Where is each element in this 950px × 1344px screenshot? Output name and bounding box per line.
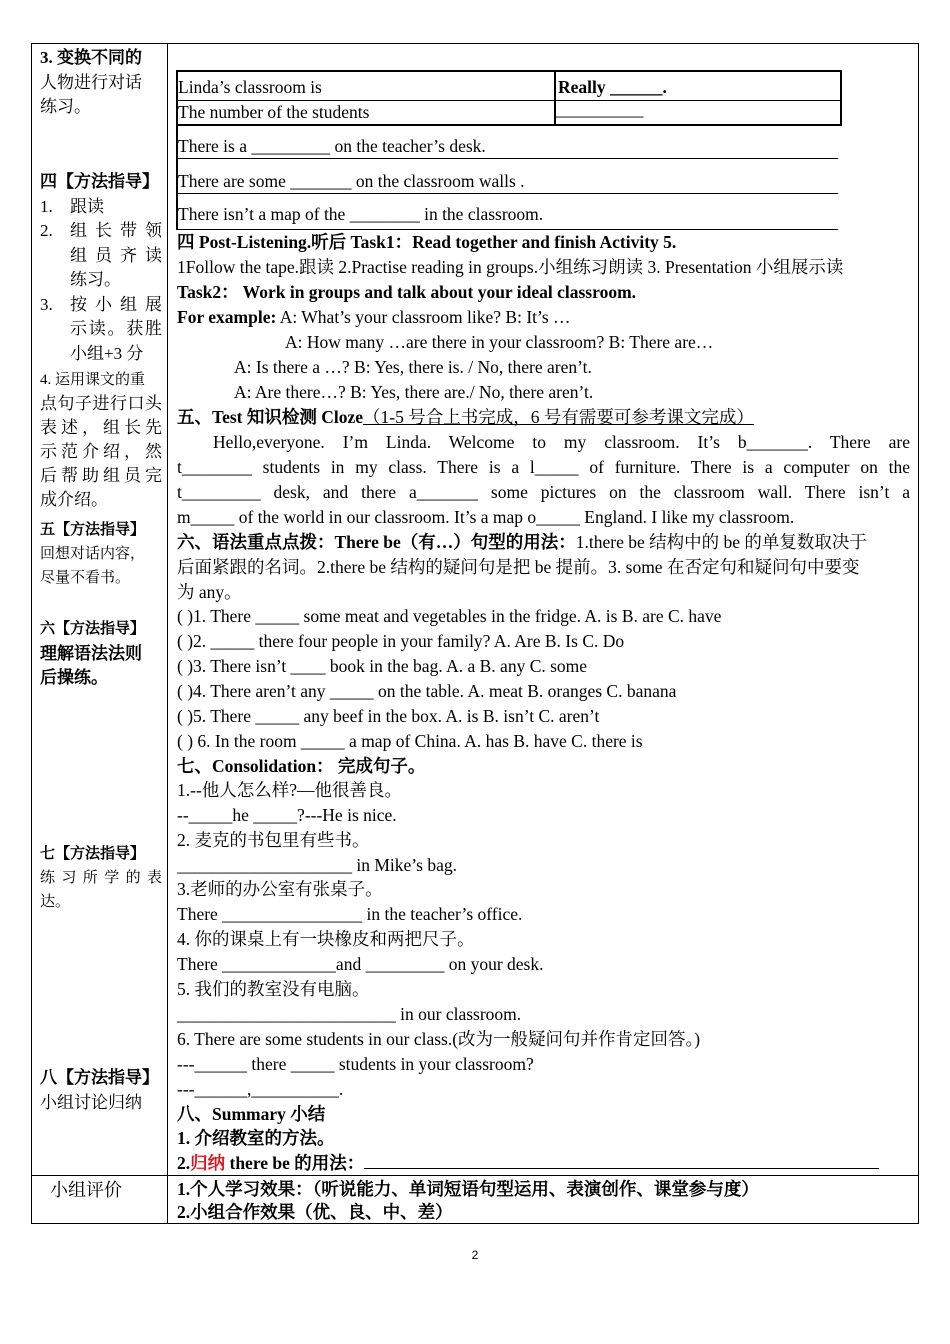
guide5-title: 五【方法指导】 [40,522,146,538]
left-guide4 [40,170,162,366]
step3-line-1: 3. 变换不同的 [40,48,142,67]
cloze-line-4: m_____ of the world in our classroom. It’s a map o_____ England. I like my classroom. [177,507,795,527]
guide7-title: 七【方法指导】 [40,846,146,862]
column-divider [167,43,168,1224]
summary-item-2: 2.归纳 there be 的用法： [177,1151,879,1176]
evaluation-line-2: 2.小组合作效果（优、良、中、差） [177,1202,453,1222]
consolidation-line-9: 5. 我们的教室没有电脑。 [177,979,370,999]
table-r5: There isn’t a map of the ________ in the classroom. [178,204,544,224]
consolidation-line-6: There ________________ in the teacher’s office. [177,904,523,924]
guide6-title: 六【方法指导】 [40,621,146,637]
summary-title: 八、Summary 小结 [177,1104,326,1124]
consolidation-line-10: _________________________ in our classroom. [177,1004,522,1024]
post-listening-steps: 1Follow the tape.跟读 2.Practise reading in groups.小组练习朗读 3. Presentation 小组展示读 [177,257,844,277]
left-guide4-note: 4. 运用课文的重 点句子进行口头 表述，组长先 示范介绍，然 后帮助组员完 成介绍。 [40,372,162,509]
left-guide6: 六【方法指导】 理解语法法则 后操练。 [40,617,162,691]
consolidation-line-2: --_____he _____?---He is nice. [177,805,397,825]
grammar-question-3: ( )3. There isn’t ____ book in the bag. A. a B. any C. some [177,656,588,676]
group-evaluation-label: 小组评价 [50,1180,122,1200]
table-r4: There are some _______ on the classroom walls . [178,171,525,191]
consolidation-line-5: 3.老师的办公室有张桌子。 [177,879,383,899]
grammar-question-6: ( ) 6. In the room _____ a map of China. A. has B. have C. there is [177,731,643,751]
table-r2c2: __________ [556,99,644,119]
left-guide8: 八【方法指导】 小组讨论归纳 [40,1066,162,1115]
consolidation-line-4: ____________________ in Mike’s bag. [177,855,457,875]
consolidation-line-3: 2. 麦克的书包里有些书。 [177,830,370,850]
example-line-2: A: How many …are there in your classroom? B: There are… [285,332,714,352]
guide4-item-3: 3. 按小组展 示读。获胜 小组+3 分 [40,294,162,363]
guide4-item-2: 2. 组长带领 组员齐读 练习。 [40,221,162,289]
evaluation-line-1: 1.个人学习效果：（听说能力、单词短语句型运用、表演创作、课堂参与度） [177,1179,759,1199]
grammar-line-3: 为 any。 [177,582,242,602]
page-number: 2 [471,1248,479,1262]
summary-item-1: 1. 介绍教室的方法。 [177,1128,335,1148]
test-title: 五、Test 知识检测 Cloze（1-5 号合上书完成，6 号有需要可参考课文完成） [177,407,754,427]
grammar-line-2: 后面紧跟的名词。2.there be 结构的疑问句是把 be 提前。3. some 在否定句和疑问句中要变 [177,557,860,577]
example-line-1: For example: A: What’s your classroom like? B: It’s … [177,307,571,327]
cloze-line-2: t________ students in my class. There is a l_____ of furniture. There is a computer on the [177,457,910,477]
grammar-question-5: ( )5. There _____ any beef in the box. A. is B. isn’t C. aren’t [177,706,600,726]
summary-answer-line [364,1152,879,1169]
example-line-3: A: Is there a …? B: Yes, there is. / No, there aren’t. [234,357,592,377]
step3-line-2: 人物进行对话 [40,72,142,92]
guide4-item-1: 1. 跟读 [40,196,104,216]
left-guide5: 五【方法指导】 回想对话内容， 尽量不看书。 [40,518,162,590]
guide8-title: 八【方法指导】 [40,1068,159,1087]
left-step3 [40,46,162,120]
consolidation-line-1: 1.--他人怎么样?—他很善良。 [177,780,403,800]
consolidation-line-8: There _____________and _________ on your desk. [177,954,544,974]
example-line-4: A: Are there…? B: Yes, there are./ No, there aren’t. [234,382,594,402]
consolidation-title: 七、Consolidation： 完成句子。 [177,756,426,776]
step3-line-3: 练习。 [40,97,91,116]
table-r1c1: Linda’s classroom is [178,77,322,97]
cloze-line-1: Hello,everyone. I’m Linda. Welcome to my classroom. It’s b_______. There are [213,432,910,452]
consolidation-line-12: ---______ there _____ students in your classroom? [177,1054,534,1074]
table-r2c1: The number of the students [178,102,370,122]
consolidation-line-11: 6. There are some students in our class.(改为一般疑问句并作肯定回答。) [177,1029,701,1049]
cloze-line-3: t_________ desk, and there a_______ some pictures on the classroom wall. There isn’t a [177,482,910,502]
left-guide7: 七【方法指导】 练习所学的表 达。 [40,842,162,914]
grammar-question-1: ( )1. There _____ some meat and vegetables in the fridge. A. is B. are C. have [177,606,722,626]
consolidation-line-7: 4. 你的课桌上有一块橡皮和两把尺子。 [177,929,475,949]
guide4-title: 四【方法指导】 [40,172,159,191]
grammar-title: 六、语法重点点拨：There be（有…）句型的用法：1.there be 结构中的 be 的单复数取决于 [177,532,867,552]
task2-title: Task2： Work in groups and talk about your ideal classroom. [177,282,637,302]
post-listening-title: 四 Post-Listening.听后 Task1：Read together and finish Activity 5. [177,232,677,252]
grammar-question-4: ( )4. There aren’t any _____ on the table. A. meat B. oranges C. banana [177,681,677,701]
table-r1c2: Really ______. [558,77,667,97]
consolidation-line-13: ---______,__________. [177,1079,344,1099]
grammar-question-2: ( )2. _____ there four people in your family? A. Are B. Is C. Do [177,631,625,651]
table-r3: There is a _________ on the teacher’s desk. [178,136,486,156]
